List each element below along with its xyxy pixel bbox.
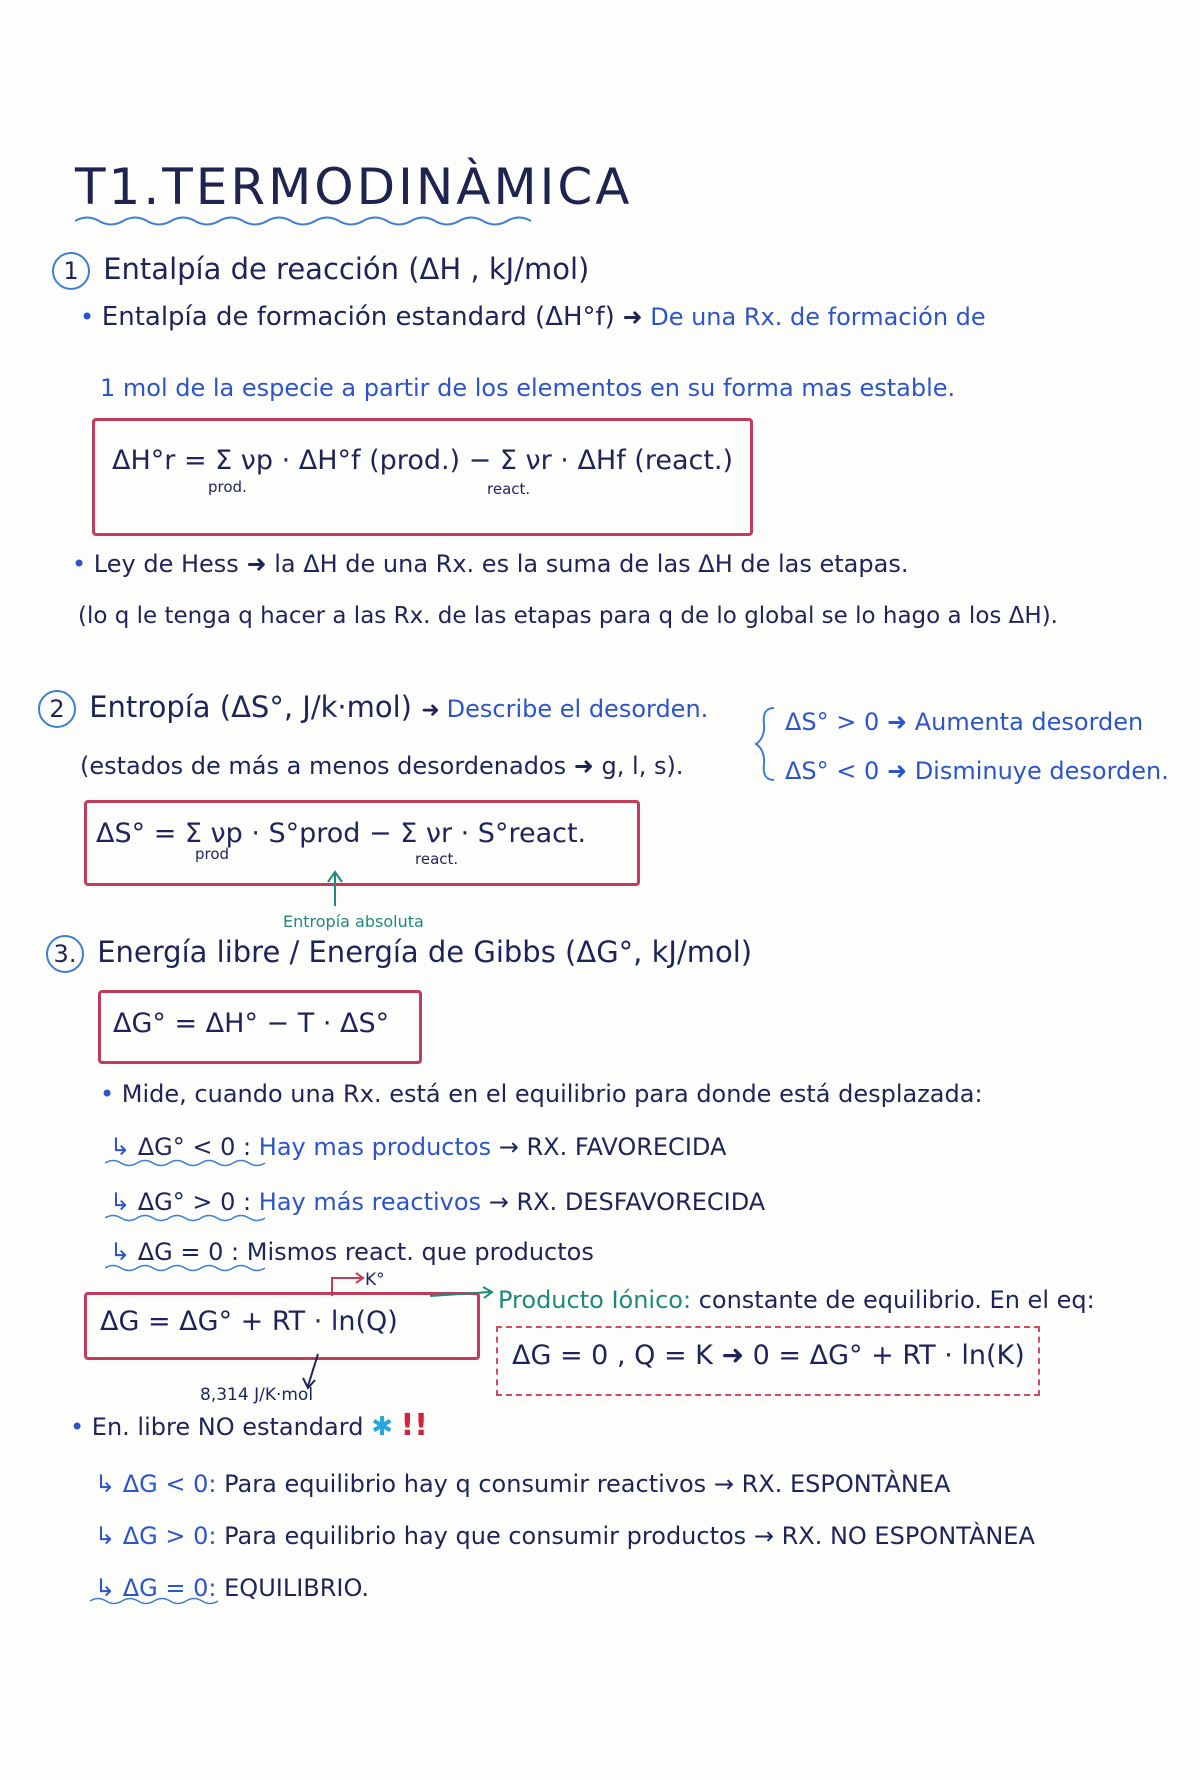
arrow-icon [328,1272,368,1298]
product-ionic-line [498,1286,1095,1314]
gibbs-mide-text: Mide, cuando una Rx. está en el equilibrio para donde está desplazada: [121,1080,983,1108]
arrow-icon: ↳ [110,1188,138,1216]
nonstandard-line: • En. libre NO estandard ✱ !! [70,1408,428,1443]
arrow-icon: ↳ [110,1238,138,1266]
enthalpy-formation-line: • Entalpía de formación estandard (ΔH°f) ➜ De una Rx. de formación de [80,302,986,332]
arrow-icon: ↳ [110,1133,138,1161]
wavy-underline [90,1596,230,1606]
wavy-underline [105,1263,275,1273]
arrow-icon: ↳ [95,1522,123,1550]
arrow-icon: ➜ [246,550,275,578]
arrow-icon: ↳ [95,1574,123,1602]
brace-icon [752,704,782,784]
formula-gibbs-q: ΔG = ΔG° + RT · ln(Q) [100,1306,398,1337]
nonstandard-case-2-result: RX. NO ESPONTÀNEA [781,1522,1035,1550]
k-label: K° [365,1270,385,1290]
nonstandard-case-1-text: Para equilibrio hay q consumir reactivos [224,1470,707,1498]
arrow-icon: ➜ [886,708,915,736]
asterisk-icon: ✱ [371,1412,393,1442]
enthalpy-formation-def: De una Rx. de formación de [650,303,986,331]
gibbs-case-1-result: RX. FAVORECIDA [526,1133,727,1161]
arrow-icon: → [488,1188,517,1216]
nonstandard-case-1-cond: ΔG < 0: [122,1470,217,1498]
gibbs-mide-line: • Mide, cuando una Rx. está en el equilibrio para donde está desplazada: [100,1080,983,1108]
nonstandard-case-1-result: RX. ESPONTÀNEA [741,1470,951,1498]
product-ionic-label: Producto Iónico: [498,1286,692,1314]
arrow-icon: → [753,1522,782,1550]
section-2-number: 2 [38,690,76,728]
section-1-title: Entalpía de reacción (ΔH , kJ/mol) [103,252,590,286]
formula-gibbs: ΔG° = ΔH° − T · ΔS° [113,1008,390,1039]
entropy-negative-cond: ΔS° < 0 [785,757,880,785]
arrow-icon: ➜ [721,1340,753,1371]
gibbs-case-3-cond: ΔG = 0 : [137,1238,240,1266]
enthalpy-formation-def-cont: 1 mol de la especie a partir de los elementos en su forma mas estable. [100,374,956,402]
page-title: T1.TERMODINÀMICA [75,158,633,216]
gibbs-case-1-cond: ΔG° < 0 : [137,1133,252,1161]
entropy-negative [785,757,1169,785]
wavy-underline [105,1213,275,1223]
section-2-title: Entropía (ΔS°, J/k·mol) [89,690,412,724]
sub-react-label: react. [487,480,531,498]
entropy-states-list: g, l, s). [601,752,684,780]
gibbs-case-2 [110,1188,765,1216]
nonstandard-label: En. libre NO estandard [91,1413,364,1441]
formula-entropy: ΔS° = Σ νp · S°prod − Σ νr · S°react. [96,818,587,849]
gibbs-case-2-result: RX. DESFAVORECIDA [516,1188,766,1216]
gibbs-case-2-text: Hay más reactivos [258,1188,482,1216]
gibbs-case-1-text: Hay mas productos [258,1133,492,1161]
arrow-icon: ↳ [95,1470,123,1498]
arrow-icon: ➜ [622,303,651,331]
entropy-positive [785,708,1143,736]
gibbs-case-2-cond: ΔG° > 0 : [137,1188,252,1216]
entropy-positive-text: Aumenta desorden [914,708,1144,736]
hess-law-def: la ΔH de una Rx. es la suma de las ΔH de las etapas. [274,550,909,578]
section-3-heading [46,935,752,973]
gibbs-case-1 [110,1133,726,1161]
equilibrium-constant-text: constante de equilibrio. En el eq: [698,1286,1095,1314]
nonstandard-case-3-cond: ΔG = 0: [122,1574,217,1602]
exclamation-icon: !! [400,1408,428,1443]
section-1-heading [52,252,589,290]
hess-law-line: • Ley de Hess ➜ la ΔH de una Rx. es la suma de las ΔH de las etapas. [72,550,909,578]
section-1-number: 1 [52,252,90,290]
arrow-icon [428,1286,498,1300]
nonstandard-case-2 [95,1522,1035,1550]
nonstandard-case-3-text: EQUILIBRIO. [224,1574,370,1602]
entropy-states-text: (estados de más a menos desordenados [80,752,567,780]
entropy-absolute-note: Entropía absoluta [283,912,424,931]
wavy-underline [105,1158,275,1168]
up-arrow-icon [325,868,345,908]
sub-react-label-2: react. [415,850,459,868]
hess-law-note: (lo q le tenga q hacer a las Rx. de las etapas para q de lo global se lo hago a los ΔH). [78,603,1058,629]
section-2-heading [38,690,708,728]
entropy-desc: Describe el desorden. [446,695,709,723]
arrow-icon: → [498,1133,527,1161]
arrow-icon: → [713,1470,742,1498]
enthalpy-formation-term: Entalpía de formación estandard (ΔH°f) [101,302,615,332]
r-constant-value: 8,314 J/K·mol [200,1385,314,1405]
equilibrium-cond-right: 0 = ΔG° + RT · ln(K) [752,1340,1025,1371]
nonstandard-case-1 [95,1470,950,1498]
nonstandard-case-2-text: Para equilibrio hay que consumir productos [224,1522,747,1550]
entropy-negative-text: Disminuye desorden. [914,757,1169,785]
formula-box-enthalpy [92,418,753,536]
arrow-icon: ➜ [573,752,602,780]
section-3-number: 3. [46,935,84,973]
sub-prod-label-2: prod [195,845,230,863]
section-3-title: Energía libre / Energía de Gibbs (ΔG°, kJ/mol) [97,935,753,969]
entropy-states [80,752,683,780]
gibbs-case-3 [110,1238,594,1266]
nonstandard-case-2-cond: ΔG > 0: [122,1522,217,1550]
equilibrium-cond-left: ΔG = 0 , Q = K [512,1340,713,1371]
formula-enthalpy: ΔH°r = Σ νp · ΔH°f (prod.) − Σ νr · ΔHf (react.) [112,445,734,476]
entropy-positive-cond: ΔS° > 0 [785,708,880,736]
arrow-icon: ➜ [421,698,447,723]
gibbs-case-3-text: Mismos react. que productos [246,1238,594,1266]
sub-prod-label: prod. [208,478,247,496]
title-underline [75,214,545,228]
hess-law-term: Ley de Hess [93,550,239,578]
equilibrium-condition [512,1340,1025,1371]
arrow-icon: ➜ [886,757,915,785]
